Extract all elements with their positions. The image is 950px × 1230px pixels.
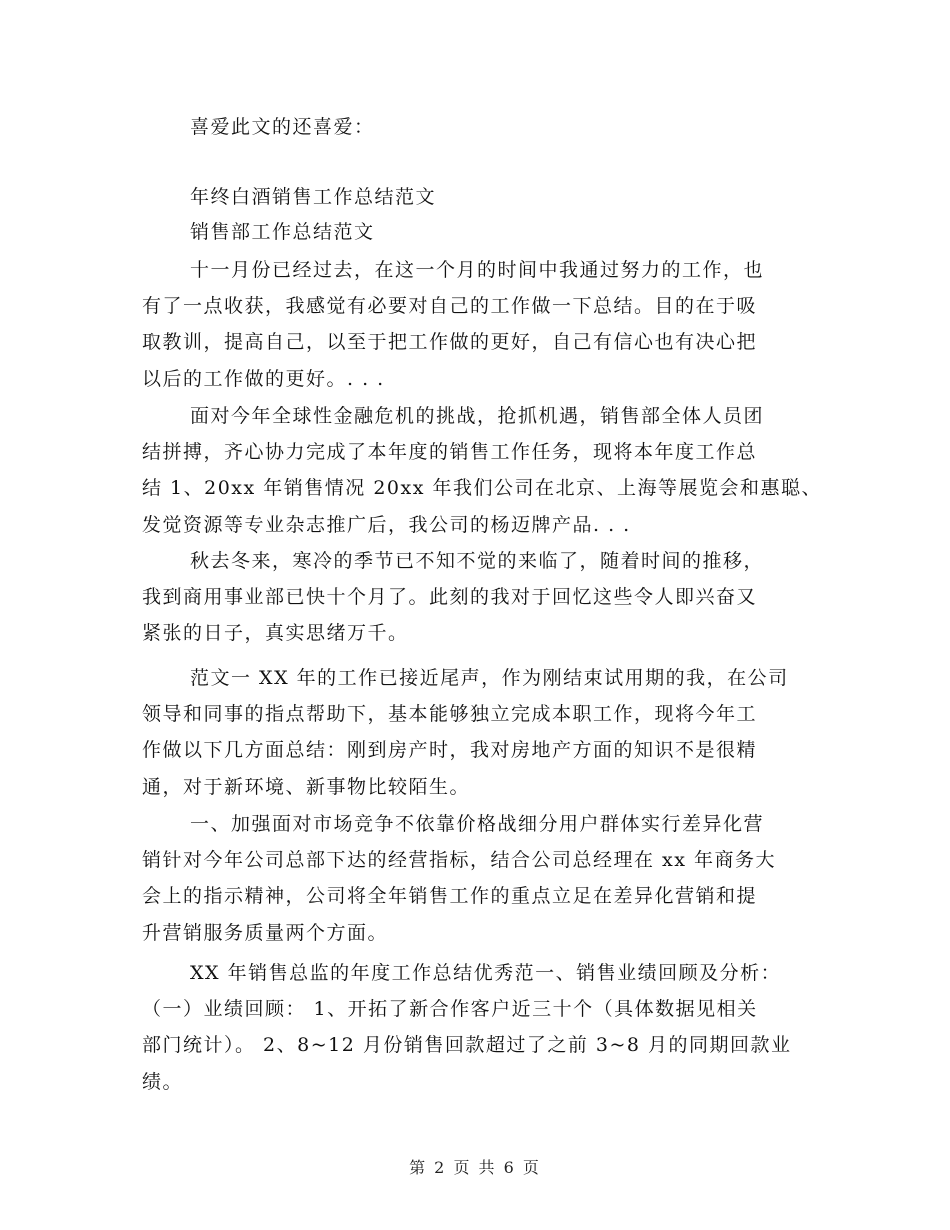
paragraph-line: 升营销服务质量两个方面。 [142, 921, 389, 944]
page-number: 第 2 页 共 6 页 [409, 1158, 541, 1177]
paragraph-3 [142, 543, 764, 652]
paragraph-line: 秋去冬来，寒冷的季节已不知不觉的来临了，随着时间的推移， [190, 550, 765, 572]
paragraph-line: 以后的工作做的更好。. . . [142, 367, 385, 390]
paragraph-line: 销针对今年公司总部下达的经营指标，结合公司总经理在 xx 年商务大 [142, 849, 777, 872]
paragraph-line: 取教训，提高自己，以至于把工作做的更好，自己有信心也有决心把 [142, 331, 758, 354]
paragraph-line: 有了一点收获，我感觉有必要对自己的工作做一下总结。目的在于吸 [142, 295, 758, 318]
paragraph-line: 通，对于新环境、新事物比较陌生。 [142, 775, 471, 798]
paragraph-line: 作做以下几方面总结：刚到房产时，我对房地产方面的知识不是很精 [142, 739, 758, 762]
related-article-link-2[interactable]: 销售部工作总结范文 [190, 221, 375, 243]
paragraph-line: 范文一 XX 年的工作已接近尾声，作为刚结束试用期的我，在公司 [190, 667, 789, 689]
paragraph-line: 我到商用事业部已快十个月了。此刻的我对于回忆这些令人即兴奋又 [142, 586, 758, 609]
paragraph-line: 会上的指示精神，公司将全年销售工作的重点立足在差异化营销和提 [142, 885, 758, 908]
paragraph-line: 绩。 [142, 1070, 184, 1093]
intro-heading: 喜爱此文的还喜爱： [190, 116, 375, 138]
paragraph-line: 结拼搏，齐心协力完成了本年度的销售工作任务，现将本年度工作总 [142, 441, 758, 464]
paragraph-line: 结 1、20xx 年销售情况 20xx 年我们公司在北京、上海等展览会和惠聪、 [142, 477, 822, 500]
paragraph-5 [142, 806, 776, 951]
paragraph-line: 紧张的日子，真实思绪万千。 [142, 622, 409, 645]
paragraph-2 [142, 398, 822, 543]
related-article-link-1[interactable]: 年终白酒销售工作总结范文 [190, 186, 437, 208]
paragraph-line: 发觉资源等专业杂志推广后，我公司的杨迈牌产品. . . [142, 513, 631, 536]
paragraph-line: 面对今年全球性金融危机的挑战，抢抓机遇，销售部全体人员团 [190, 405, 765, 427]
paragraph-line: 领导和同事的指点帮助下，基本能够独立完成本职工作，现将今年工 [142, 703, 758, 726]
paragraph-4 [142, 660, 789, 805]
paragraph-1 [142, 252, 764, 397]
paragraph-6 [142, 955, 792, 1100]
paragraph-line: 部门统计）。 2、8~12 月份销售回款超过了之前 3~8 月的同期回款业 [142, 1034, 792, 1057]
paragraph-line: XX 年销售总监的年度工作总结优秀范一、销售业绩回顾及分析： [190, 962, 782, 984]
paragraph-line: （一）业绩回顾： 1、开拓了新合作客户近三十个（具体数据见相关 [142, 998, 758, 1021]
paragraph-line: 一、加强面对市场竞争不依靠价格战细分用户群体实行差异化营 [190, 813, 765, 835]
paragraph-line: 十一月份已经过去，在这一个月的时间中我通过努力的工作，也 [190, 259, 765, 281]
